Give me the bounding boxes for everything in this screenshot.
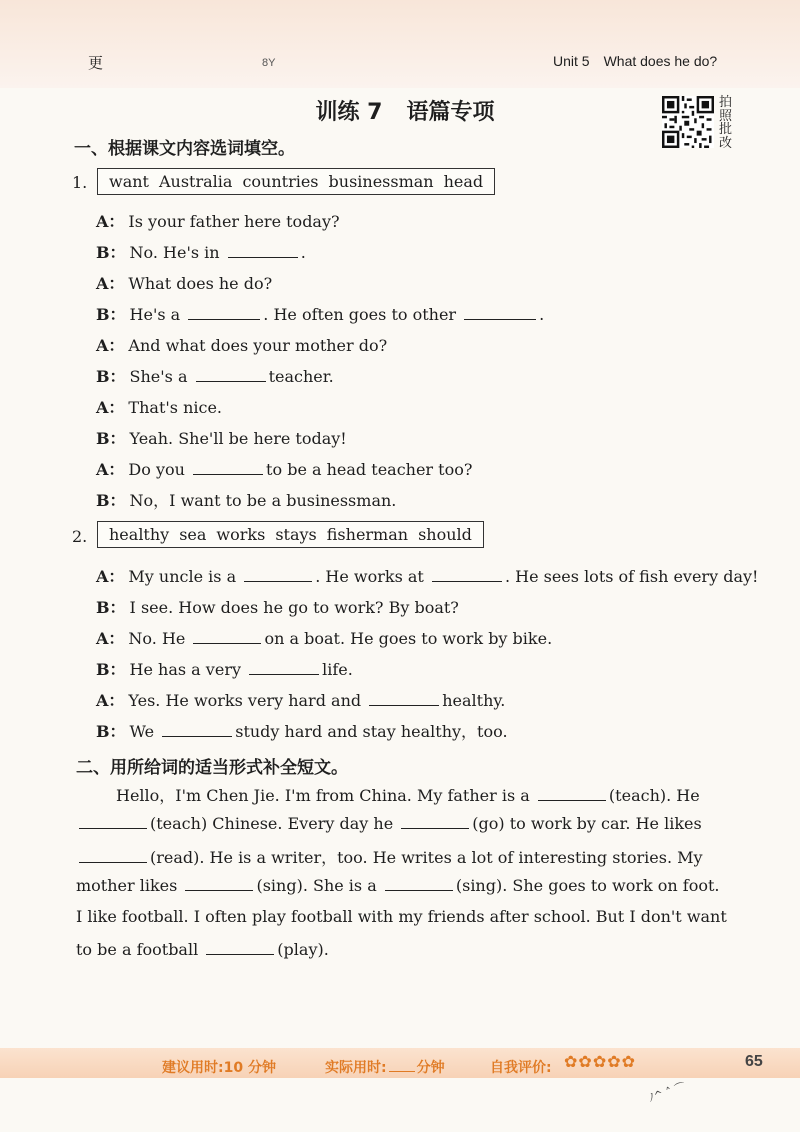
answer-blank[interactable] [228, 243, 298, 258]
header-unit [553, 53, 717, 69]
header-left-char: 更 [88, 54, 104, 72]
page-title [260, 95, 550, 126]
answer-blank[interactable] [196, 367, 266, 382]
q1-line-10: B： No，I want to be a businessman. [96, 491, 397, 510]
answer-blank[interactable] [185, 876, 253, 891]
q1-line-4: B： He's a . He often goes to other . [96, 305, 545, 324]
q1-line-2: B： No. He's in . [96, 243, 306, 262]
answer-blank[interactable] [401, 814, 469, 829]
passage-line-3: (read). He is a writer，too. He writes a lot of interesting stories. My [76, 845, 703, 868]
answer-blank[interactable] [79, 814, 147, 829]
answer-blank[interactable] [538, 786, 606, 801]
section2-heading: 二、用所给词的适当形式补全短文。 [76, 758, 348, 778]
qr-caption: 拍 照 批 改 [719, 95, 733, 151]
answer-blank[interactable] [206, 940, 274, 955]
passage-line-1: Hello，I'm Chen Jie. I'm from China. My father is a (teach). He [116, 786, 700, 805]
answer-blank[interactable] [369, 691, 439, 706]
q1-line-9: A： Do you to be a head teacher too? [96, 460, 473, 479]
answer-blank[interactable] [193, 460, 263, 475]
unit-number: Unit 5 [553, 53, 590, 69]
passage-line-6: to be a football (play). [76, 940, 329, 959]
q1-line-5: A： And what does your mother do? [96, 336, 388, 355]
section1-heading: 一、根据课文内容选词填空。 [74, 139, 295, 159]
q1-line-8: B： Yeah. She'll be here today! [96, 429, 347, 448]
q2-line-1: A： My uncle is a . He works at . He sees lots of fish every day! [96, 567, 759, 586]
q1-line-6: B： She's a teacher. [96, 367, 334, 386]
answer-blank[interactable] [385, 876, 453, 891]
q2-number: 2. [72, 527, 88, 546]
answer-blank[interactable] [188, 305, 260, 320]
q2-line-6: B： We study hard and stay healthy，too. [96, 722, 508, 741]
q1-word-bank: want Australia countries businessman head [97, 168, 495, 195]
title-topic: 语篇专项 [406, 100, 495, 125]
q2-line-4: B： He has a very life. [96, 660, 353, 679]
answer-blank[interactable] [249, 660, 319, 675]
q1-line-3: A： What does he do? [96, 274, 273, 293]
unit-title: What does he do? [603, 53, 718, 69]
actual-time: 实际用时: 分钟 [325, 1060, 445, 1076]
answer-blank[interactable] [193, 629, 261, 644]
answer-blank[interactable] [432, 567, 502, 582]
answer-blank[interactable] [244, 567, 312, 582]
q1-line-7: A： That's nice. [96, 398, 222, 417]
suggested-time: 建议用时:10 分钟 [162, 1060, 276, 1076]
passage-line-2: (teach) Chinese. Every day he (go) to work by car. He likes [76, 814, 702, 833]
title-label: 训练 7 [315, 100, 383, 125]
actual-time-blank[interactable] [389, 1071, 415, 1072]
q2-line-3: A： No. He on a boat. He goes to work by bike. [96, 629, 553, 648]
header-code: 8Y [262, 57, 276, 69]
answer-blank[interactable] [79, 848, 147, 863]
passage-line-4: mother likes (sing). She is a (sing). She goes to work on foot. [76, 876, 720, 895]
page-number: 65 [745, 1053, 763, 1070]
q1-number: 1. [72, 173, 88, 192]
q2-line-5: A： Yes. He works very hard and healthy. [96, 691, 506, 710]
q2-word-bank: healthy sea works stays fisherman should [97, 521, 484, 548]
answer-blank[interactable] [162, 722, 232, 737]
rating-stars-icon[interactable]: ✿✿✿✿✿ [564, 1052, 637, 1071]
self-eval-label: 自我评价: [490, 1060, 552, 1076]
q1-line-1: A： Is your father here today? [96, 212, 340, 231]
answer-blank[interactable] [464, 305, 536, 320]
passage-line-5: I like football. I often play football with my friends after school. But I don't want [76, 907, 727, 926]
header-band [0, 0, 800, 88]
qr-code-icon[interactable] [662, 96, 714, 148]
q2-line-2: B： I see. How does he go to work? By boat? [96, 598, 459, 617]
handwritten-scribble: ﾉ^ ˄ ⌒ [647, 1080, 688, 1105]
